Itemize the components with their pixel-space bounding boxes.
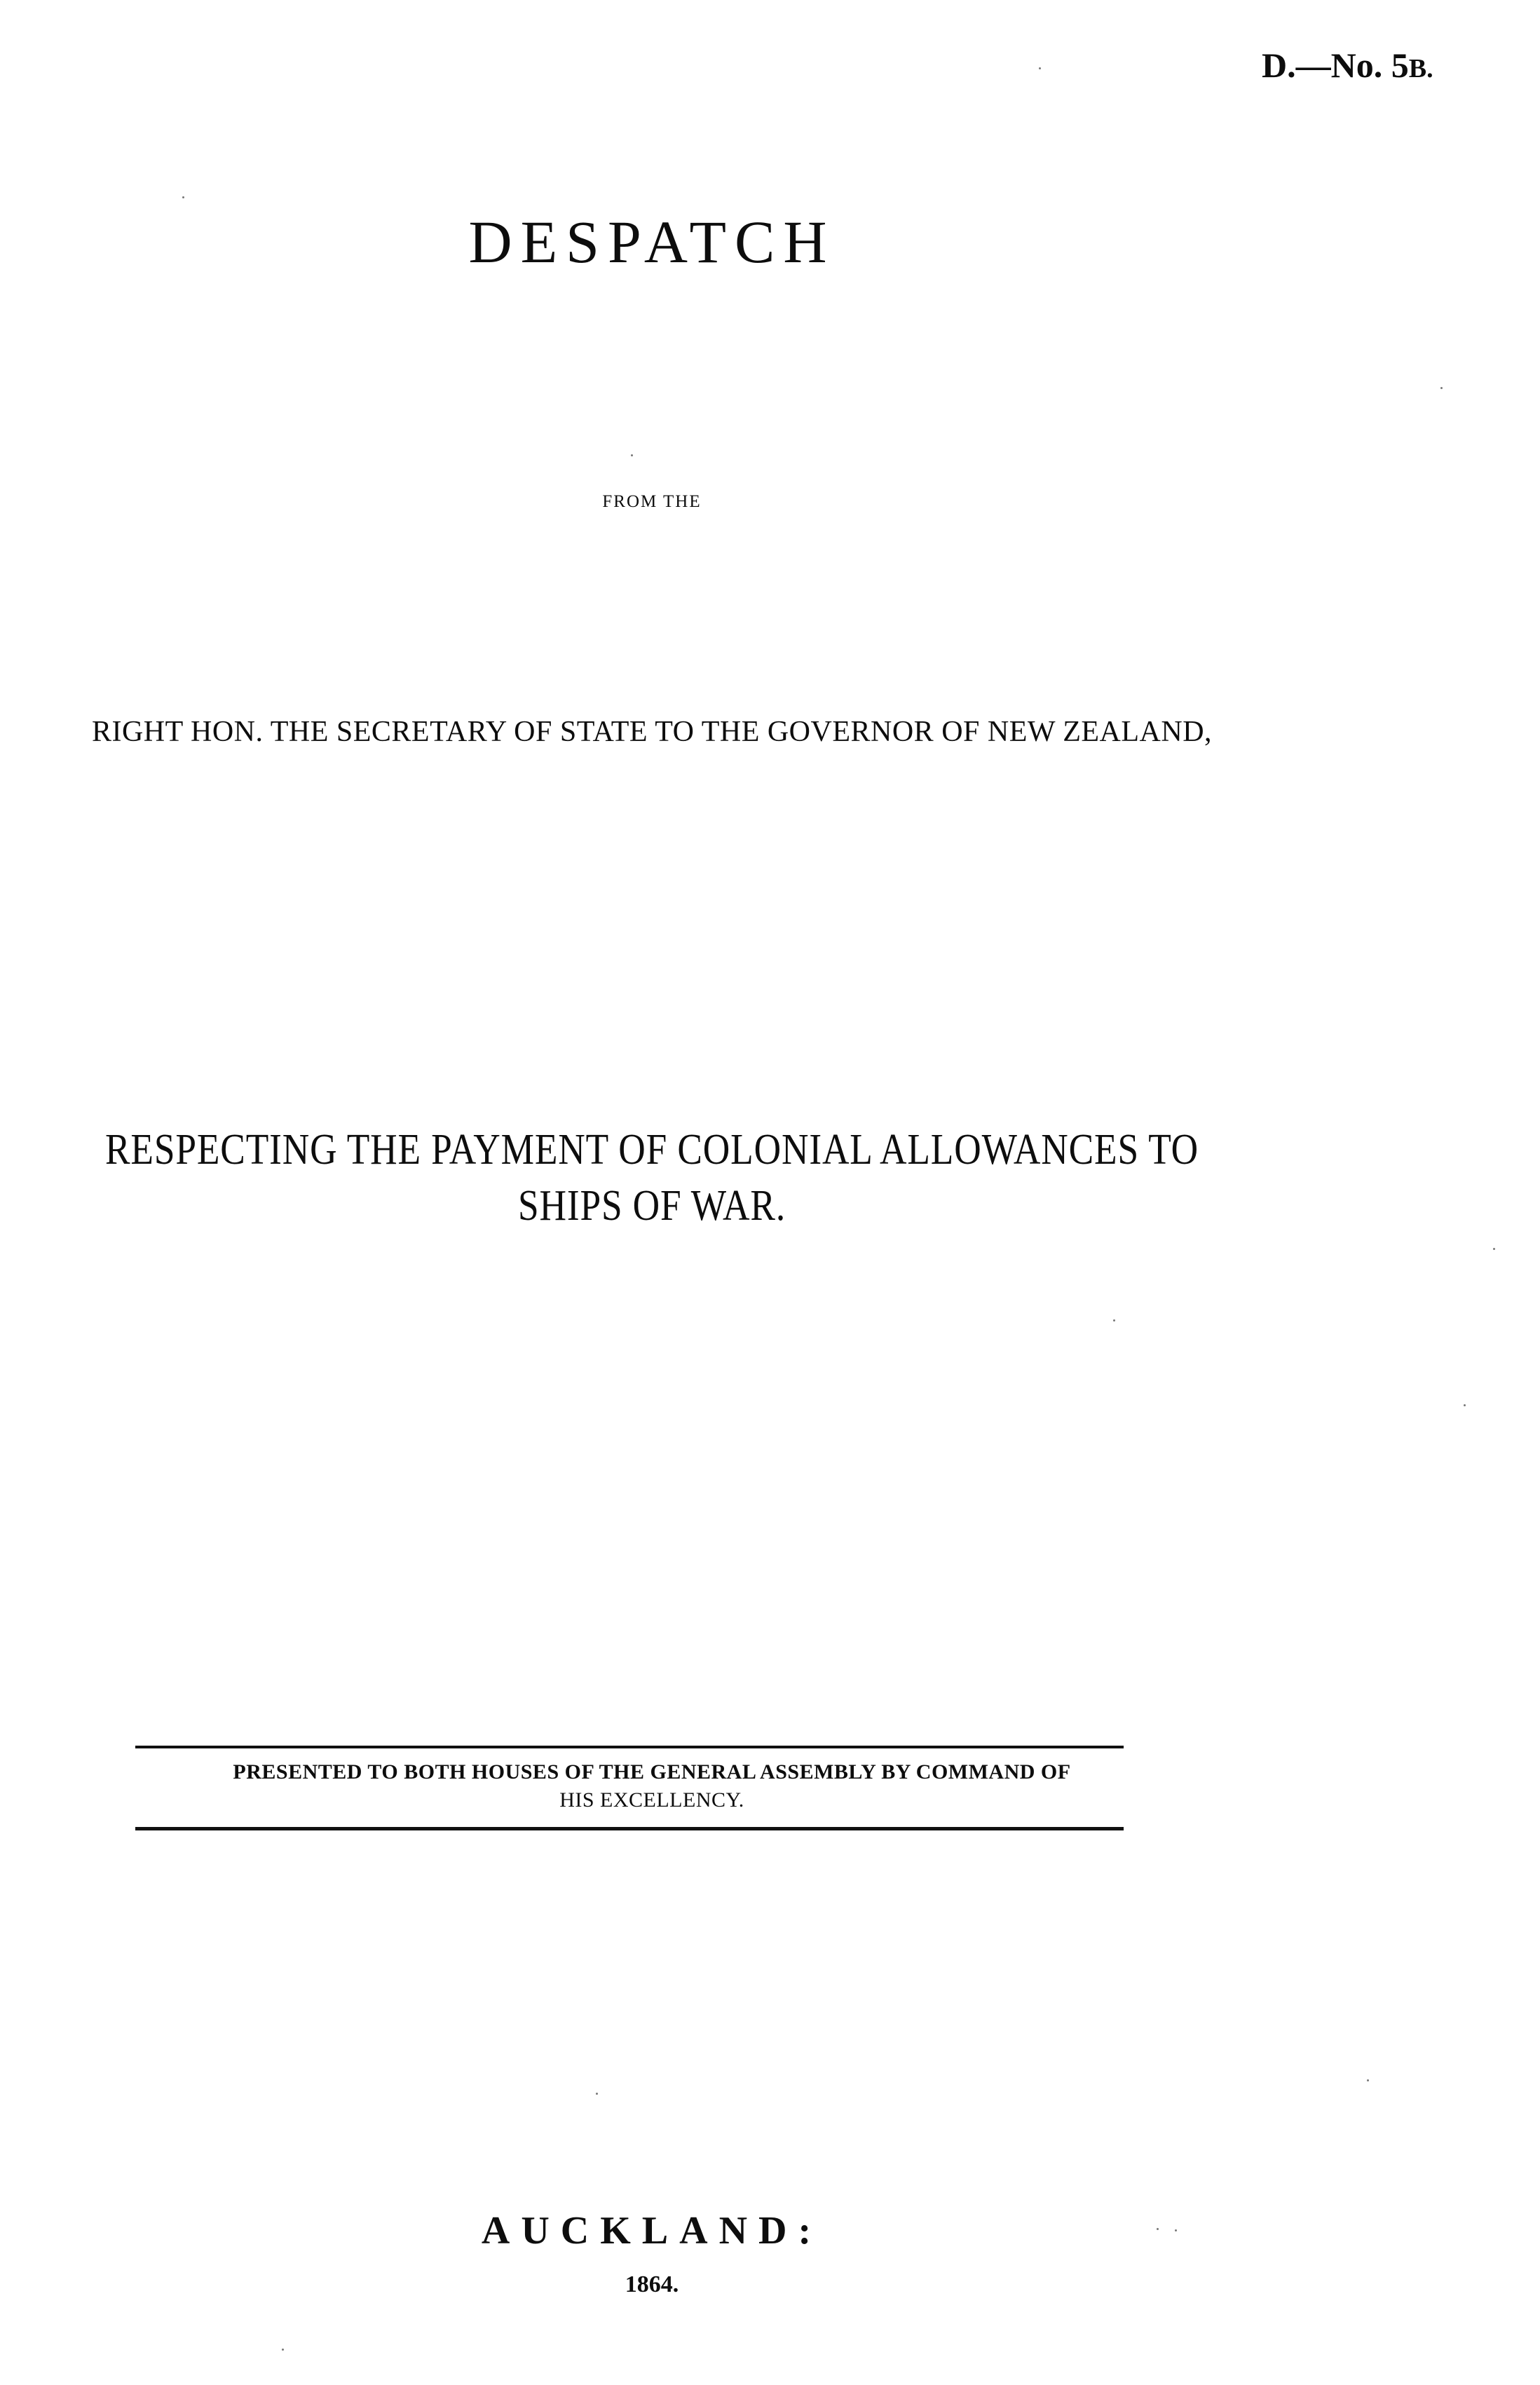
scan-speck: [1440, 387, 1443, 389]
presented-notice: [0, 1758, 1304, 1814]
subject-line-1: RESPECTING THE PAYMENT OF COLONIAL ALLOWANCES TO: [104, 1126, 1199, 1174]
scan-speck: [1367, 2079, 1369, 2081]
document-number: [1262, 45, 1433, 86]
scan-speck: [182, 196, 184, 198]
scan-speck: [282, 2349, 284, 2351]
scan-speck: [631, 454, 633, 456]
bottom-rule: [135, 1827, 1124, 1830]
subject-heading: [91, 1122, 1213, 1234]
scan-speck: [1157, 2228, 1159, 2230]
top-rule: [135, 1746, 1124, 1748]
addressee-line: RIGHT HON. THE SECRETARY OF STATE TO THE GOVERNOR OF NEW ZEALAND,: [91, 716, 1213, 748]
presented-line-2: HIS EXCELLENCY.: [559, 1788, 744, 1812]
presented-line-1: PRESENTED TO BOTH HOUSES OF THE GENERAL ASSEMBLY BY COMMAND OF: [233, 1760, 1071, 1783]
scan-speck: [596, 2093, 598, 2095]
document-number-suffix: B.: [1408, 54, 1433, 83]
document-number-prefix: D.—No. 5: [1262, 46, 1409, 85]
scan-speck: [1113, 1319, 1115, 1321]
scan-speck: [1039, 67, 1041, 69]
imprint-place: AUCKLAND:: [481, 2209, 823, 2252]
subject-line-2: SHIPS OF WAR.: [517, 1182, 786, 1230]
imprint-year: 1864.: [625, 2271, 679, 2297]
scan-speck: [1175, 2229, 1177, 2231]
from-the-label: FROM THE: [602, 492, 702, 511]
document-title: DESPATCH: [468, 208, 836, 276]
scan-speck: [1464, 1404, 1466, 1406]
scan-speck: [1493, 1248, 1495, 1250]
